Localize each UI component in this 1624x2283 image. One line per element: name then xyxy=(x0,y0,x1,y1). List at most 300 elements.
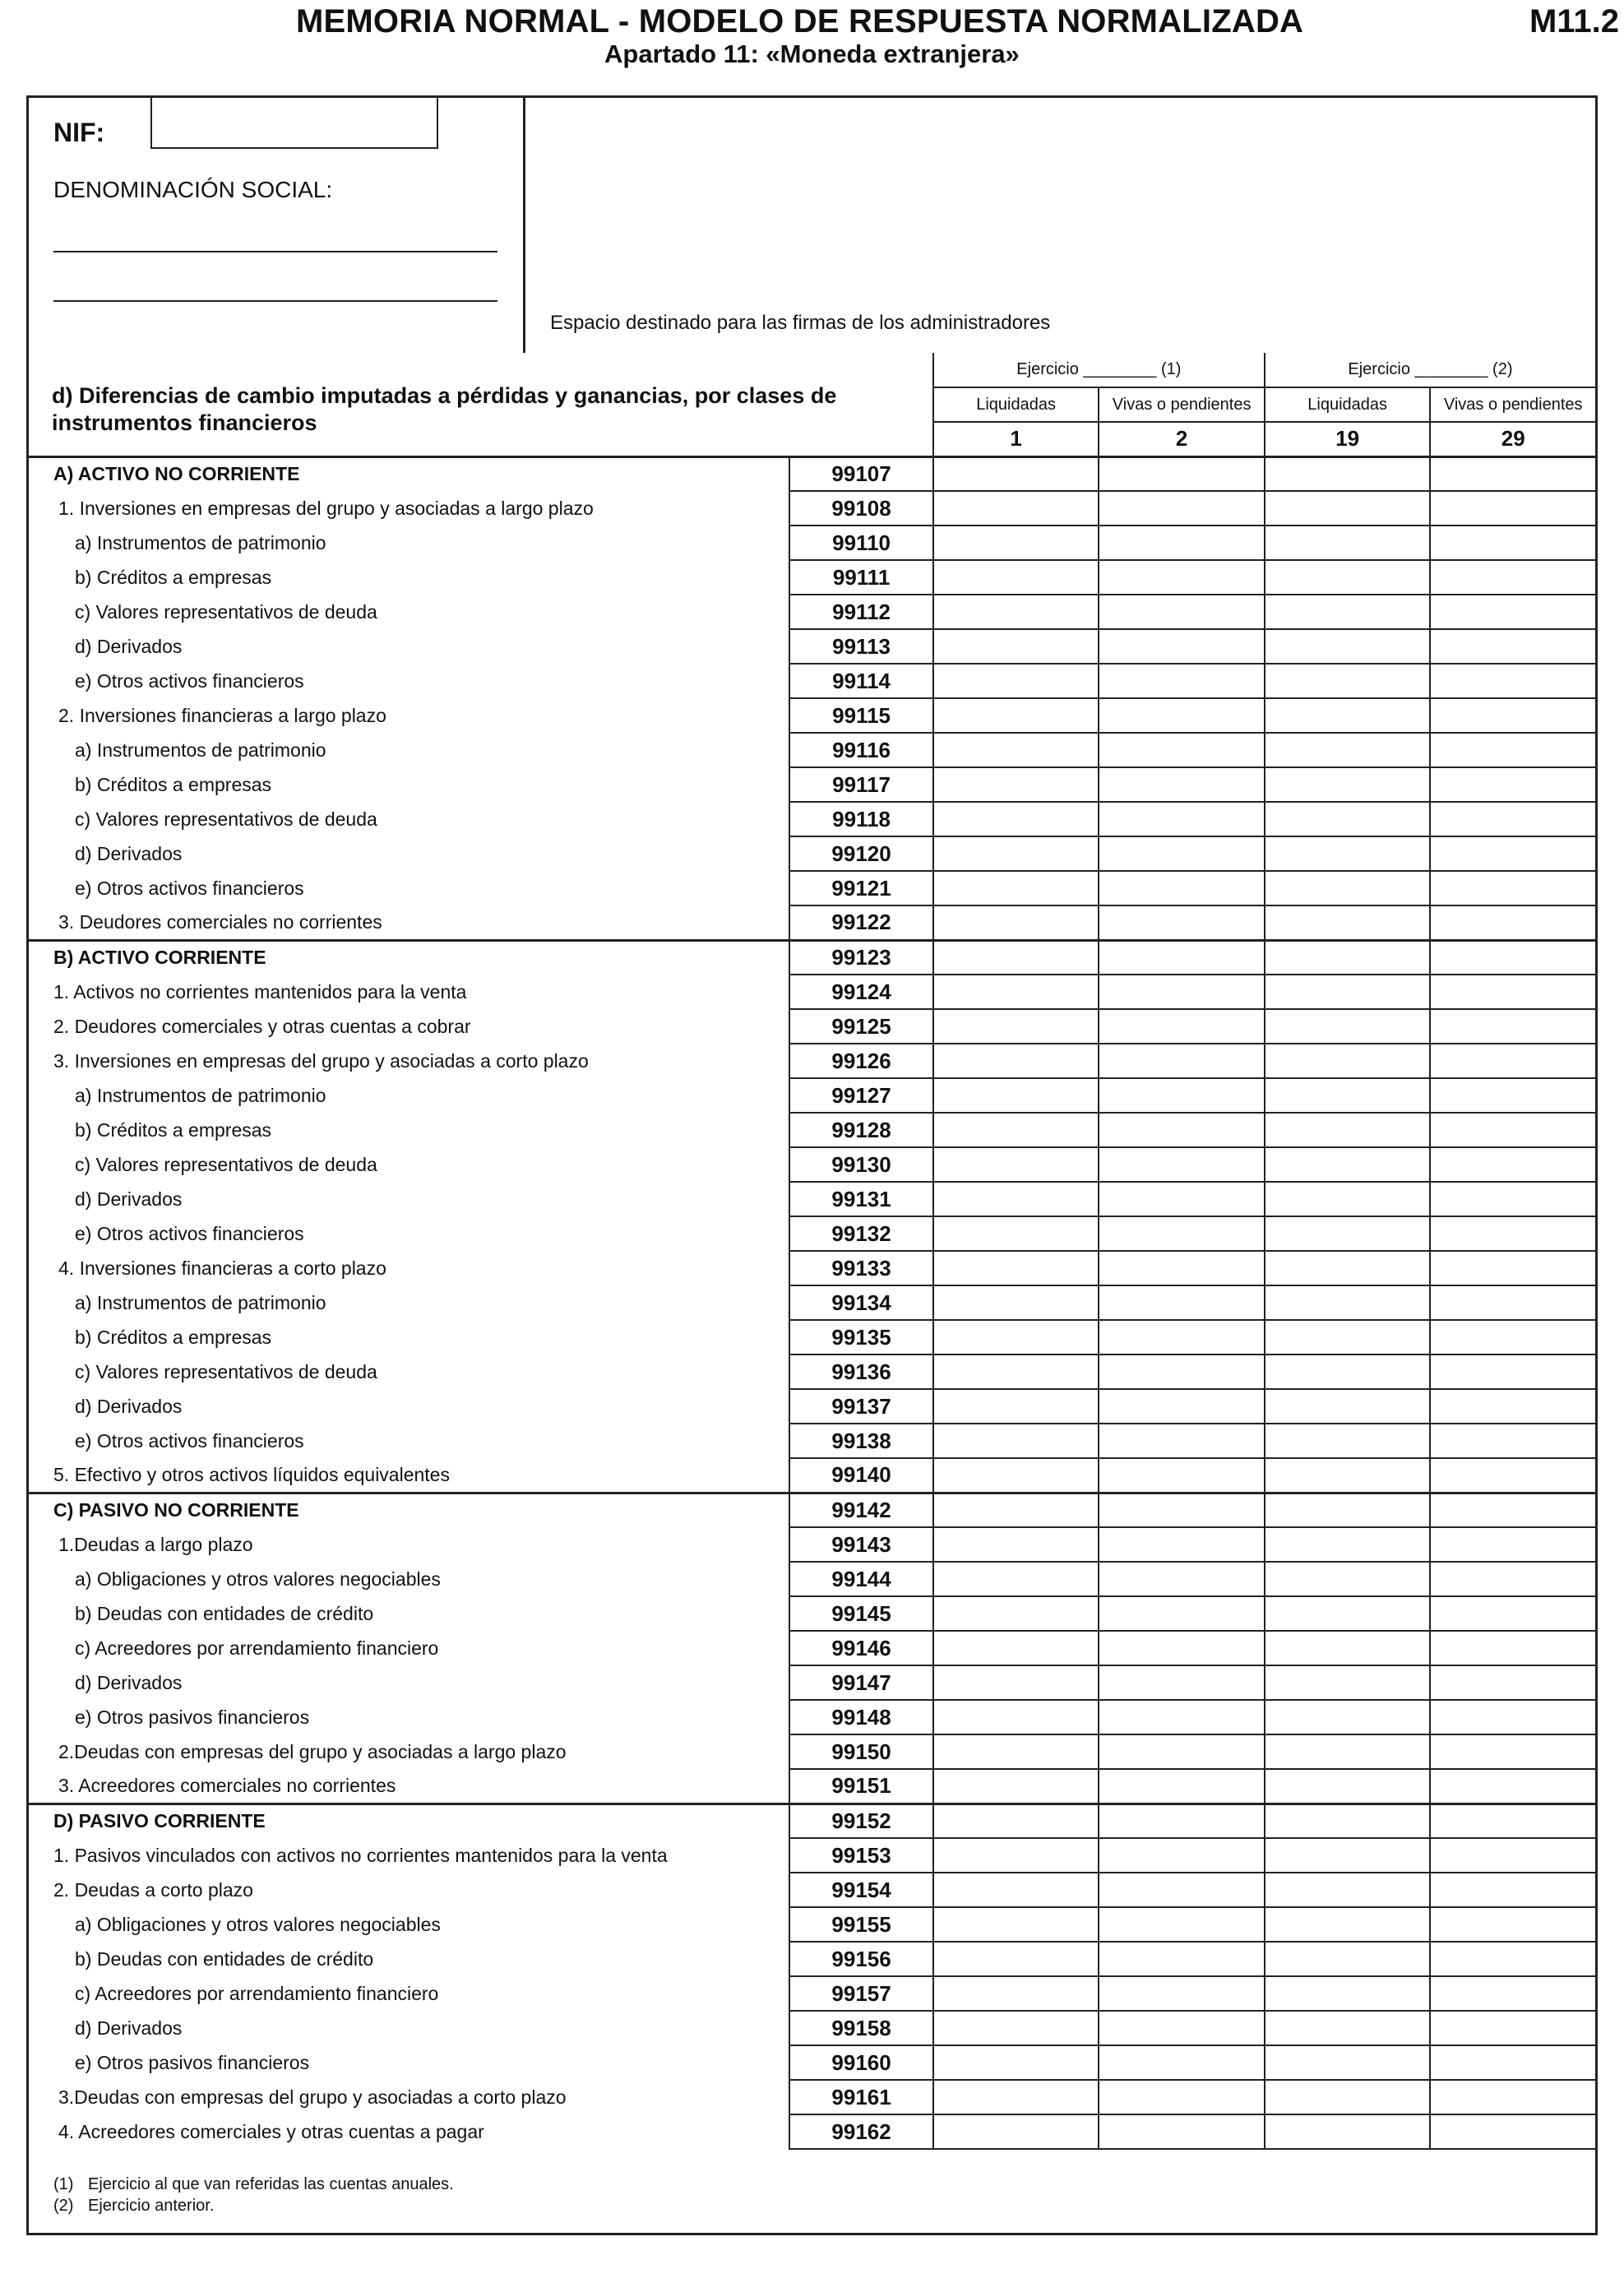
footnote-2: (2) Ejercicio anterior. xyxy=(53,2197,215,2215)
col-number-2: 2 xyxy=(1099,422,1265,456)
value-cell-col-1[interactable] xyxy=(933,560,1099,595)
value-cell-col-1[interactable] xyxy=(933,1424,1099,1458)
value-cell-col-2[interactable] xyxy=(1099,1044,1265,1078)
value-cell-col-29[interactable] xyxy=(1430,940,1595,975)
value-cell-col-2[interactable] xyxy=(1099,1665,1265,1700)
value-cell-col-19[interactable] xyxy=(1265,1182,1431,1216)
row-label: c) Valores representativos de deuda xyxy=(75,1360,377,1382)
value-cell-col-2[interactable] xyxy=(1099,491,1265,526)
value-cell-col-1[interactable] xyxy=(933,2080,1099,2114)
table-row xyxy=(29,2114,1595,2149)
value-cell-col-29[interactable] xyxy=(1430,1873,1595,1907)
value-cell-col-19[interactable] xyxy=(1265,1493,1431,1527)
value-cell-col-2[interactable] xyxy=(1099,836,1265,871)
row-label: D) PASIVO CORRIENTE xyxy=(29,1804,789,1838)
table-row xyxy=(29,1424,1595,1458)
value-cell-col-19[interactable] xyxy=(1265,456,1431,491)
value-cell-col-29[interactable] xyxy=(1430,1078,1595,1113)
col-header-vivas-1: Vivas o pendientes xyxy=(1099,387,1265,422)
value-cell-col-29[interactable] xyxy=(1430,1562,1595,1596)
row-label: c) Valores representativos de deuda xyxy=(75,808,377,830)
value-cell-col-1[interactable] xyxy=(933,2114,1099,2149)
table-row xyxy=(29,560,1595,595)
value-cell-col-29[interactable] xyxy=(1430,1769,1595,1804)
value-cell-col-2[interactable] xyxy=(1099,1009,1265,1044)
row-code: 99125 xyxy=(789,1009,933,1044)
value-cell-col-2[interactable] xyxy=(1099,1873,1265,1907)
value-cell-col-19[interactable] xyxy=(1265,1251,1431,1285)
value-cell-col-1[interactable] xyxy=(933,1769,1099,1804)
value-cell-col-29[interactable] xyxy=(1430,664,1595,698)
value-cell-col-2[interactable] xyxy=(1099,698,1265,733)
row-code: 99136 xyxy=(789,1355,933,1389)
value-cell-col-2[interactable] xyxy=(1099,595,1265,629)
value-cell-col-1[interactable] xyxy=(933,1285,1099,1320)
value-cell-col-29[interactable] xyxy=(1430,975,1595,1009)
value-cell-col-19[interactable] xyxy=(1265,733,1431,767)
value-cell-col-2[interactable] xyxy=(1099,1320,1265,1355)
value-cell-col-1[interactable] xyxy=(933,1596,1099,1631)
value-cell-col-1[interactable] xyxy=(933,940,1099,975)
value-cell-col-19[interactable] xyxy=(1265,1078,1431,1113)
value-cell-col-19[interactable] xyxy=(1265,698,1431,733)
row-code: 99151 xyxy=(789,1769,933,1804)
value-cell-col-2[interactable] xyxy=(1099,1285,1265,1320)
table-row xyxy=(29,1527,1595,1562)
row-code: 99124 xyxy=(789,975,933,1009)
table-row xyxy=(29,1907,1595,1942)
value-cell-col-29[interactable] xyxy=(1430,1527,1595,1562)
value-cell-col-19[interactable] xyxy=(1265,664,1431,698)
value-cell-col-29[interactable] xyxy=(1430,871,1595,905)
row-label: a) Obligaciones y otros valores negociables xyxy=(75,1913,441,1935)
col-number-29: 29 xyxy=(1430,422,1595,456)
footnote-1: (1) Ejercicio al que van referidas las cuentas anuales. xyxy=(53,2175,454,2193)
value-cell-col-19[interactable] xyxy=(1265,1942,1431,1976)
value-cell-col-1[interactable] xyxy=(933,1942,1099,1976)
row-code: 99160 xyxy=(789,2045,933,2080)
row-code: 99162 xyxy=(789,2114,933,2149)
value-cell-col-19[interactable] xyxy=(1265,560,1431,595)
row-code: 99118 xyxy=(789,802,933,836)
value-cell-col-29[interactable] xyxy=(1430,1976,1595,2011)
form-code: M11.2 xyxy=(1529,3,1619,39)
value-cell-col-19[interactable] xyxy=(1265,1009,1431,1044)
row-label: 4. Inversiones financieras a corto plazo xyxy=(58,1257,386,1279)
value-cell-col-29[interactable] xyxy=(1430,1147,1595,1182)
table-row xyxy=(29,1493,1595,1527)
row-code: 99108 xyxy=(789,491,933,526)
value-cell-col-29[interactable] xyxy=(1430,1355,1595,1389)
denominacion-input-line-1[interactable] xyxy=(53,251,497,252)
value-cell-col-19[interactable] xyxy=(1265,1285,1431,1320)
value-cell-col-19[interactable] xyxy=(1265,491,1431,526)
row-label: c) Valores representativos de deuda xyxy=(75,600,377,623)
table-row xyxy=(29,629,1595,664)
value-cell-col-2[interactable] xyxy=(1099,1078,1265,1113)
value-cell-col-2[interactable] xyxy=(1099,1942,1265,1976)
row-label: b) Créditos a empresas xyxy=(75,566,272,588)
value-cell-col-29[interactable] xyxy=(1430,1804,1595,1838)
row-code: 99131 xyxy=(789,1182,933,1216)
value-cell-col-19[interactable] xyxy=(1265,1113,1431,1147)
value-cell-col-1[interactable] xyxy=(933,871,1099,905)
row-code: 99146 xyxy=(789,1631,933,1665)
value-cell-col-29[interactable] xyxy=(1430,2045,1595,2080)
value-cell-col-29[interactable] xyxy=(1430,1942,1595,1976)
value-cell-col-29[interactable] xyxy=(1430,1009,1595,1044)
col-header-vivas-2: Vivas o pendientes xyxy=(1430,387,1595,422)
value-cell-col-1[interactable] xyxy=(933,836,1099,871)
value-cell-col-29[interactable] xyxy=(1430,1700,1595,1734)
row-label: 2. Deudas a corto plazo xyxy=(53,1878,253,1901)
value-cell-col-19[interactable] xyxy=(1265,629,1431,664)
row-code: 99114 xyxy=(789,664,933,698)
value-cell-col-29[interactable] xyxy=(1430,1285,1595,1320)
value-cell-col-29[interactable] xyxy=(1430,491,1595,526)
table-row xyxy=(29,1734,1595,1769)
value-cell-col-29[interactable] xyxy=(1430,2080,1595,2114)
value-cell-col-19[interactable] xyxy=(1265,802,1431,836)
table-row xyxy=(29,767,1595,802)
value-cell-col-29[interactable] xyxy=(1430,1113,1595,1147)
value-cell-col-1[interactable] xyxy=(933,1562,1099,1596)
value-cell-col-29[interactable] xyxy=(1430,1216,1595,1251)
value-cell-col-19[interactable] xyxy=(1265,871,1431,905)
value-cell-col-1[interactable] xyxy=(933,733,1099,767)
value-cell-col-1[interactable] xyxy=(933,664,1099,698)
table-row xyxy=(29,1147,1595,1182)
value-cell-col-2[interactable] xyxy=(1099,871,1265,905)
value-cell-col-2[interactable] xyxy=(1099,905,1265,940)
value-cell-col-19[interactable] xyxy=(1265,1355,1431,1389)
value-cell-col-1[interactable] xyxy=(933,767,1099,802)
value-cell-col-19[interactable] xyxy=(1265,2080,1431,2114)
value-cell-col-2[interactable] xyxy=(1099,975,1265,1009)
value-cell-col-2[interactable] xyxy=(1099,526,1265,560)
value-cell-col-19[interactable] xyxy=(1265,1458,1431,1493)
value-cell-col-19[interactable] xyxy=(1265,1631,1431,1665)
value-cell-col-19[interactable] xyxy=(1265,1562,1431,1596)
row-label: a) Instrumentos de patrimonio xyxy=(75,1291,326,1313)
row-code: 99121 xyxy=(789,871,933,905)
row-code: 99154 xyxy=(789,1873,933,1907)
row-code: 99112 xyxy=(789,595,933,629)
value-cell-col-19[interactable] xyxy=(1265,1804,1431,1838)
value-cell-col-2[interactable] xyxy=(1099,2045,1265,2080)
value-cell-col-19[interactable] xyxy=(1265,1424,1431,1458)
row-code: 99128 xyxy=(789,1113,933,1147)
value-cell-col-29[interactable] xyxy=(1430,905,1595,940)
table-row xyxy=(29,940,1595,975)
value-cell-col-1[interactable] xyxy=(933,1458,1099,1493)
value-cell-col-19[interactable] xyxy=(1265,940,1431,975)
value-cell-col-19[interactable] xyxy=(1265,1320,1431,1355)
value-cell-col-1[interactable] xyxy=(933,1631,1099,1665)
value-cell-col-1[interactable] xyxy=(933,1078,1099,1113)
row-code: 99143 xyxy=(789,1527,933,1562)
table-row xyxy=(29,2011,1595,2045)
value-cell-col-2[interactable] xyxy=(1099,1458,1265,1493)
value-cell-col-1[interactable] xyxy=(933,1251,1099,1285)
value-cell-col-1[interactable] xyxy=(933,629,1099,664)
table-row xyxy=(29,526,1595,560)
value-cell-col-2[interactable] xyxy=(1099,1147,1265,1182)
value-cell-col-29[interactable] xyxy=(1430,1044,1595,1078)
value-cell-col-19[interactable] xyxy=(1265,1907,1431,1942)
value-cell-col-1[interactable] xyxy=(933,1009,1099,1044)
value-cell-col-29[interactable] xyxy=(1430,1838,1595,1873)
value-cell-col-1[interactable] xyxy=(933,802,1099,836)
value-cell-col-29[interactable] xyxy=(1430,629,1595,664)
value-cell-col-29[interactable] xyxy=(1430,1631,1595,1665)
row-label: a) Instrumentos de patrimonio xyxy=(75,739,326,761)
value-cell-col-2[interactable] xyxy=(1099,456,1265,491)
table-row xyxy=(29,1182,1595,1216)
row-label: e) Otros pasivos financieros xyxy=(75,1706,310,1728)
value-cell-col-1[interactable] xyxy=(933,975,1099,1009)
row-code: 99142 xyxy=(789,1493,933,1527)
value-cell-col-1[interactable] xyxy=(933,1147,1099,1182)
row-code: 99157 xyxy=(789,1976,933,2011)
value-cell-col-2[interactable] xyxy=(1099,1907,1265,1942)
row-label: d) Derivados xyxy=(75,2017,183,2039)
value-cell-col-2[interactable] xyxy=(1099,802,1265,836)
value-cell-col-19[interactable] xyxy=(1265,1216,1431,1251)
value-cell-col-2[interactable] xyxy=(1099,629,1265,664)
value-cell-col-2[interactable] xyxy=(1099,733,1265,767)
value-cell-col-29[interactable] xyxy=(1430,1251,1595,1285)
value-cell-col-2[interactable] xyxy=(1099,1562,1265,1596)
row-label: 1.Deudas a largo plazo xyxy=(58,1533,253,1555)
row-code: 99126 xyxy=(789,1044,933,1078)
value-cell-col-29[interactable] xyxy=(1430,802,1595,836)
table-row xyxy=(29,664,1595,698)
value-cell-col-19[interactable] xyxy=(1265,1044,1431,1078)
value-cell-col-2[interactable] xyxy=(1099,767,1265,802)
row-code: 99116 xyxy=(789,733,933,767)
row-code: 99117 xyxy=(789,767,933,802)
value-cell-col-19[interactable] xyxy=(1265,1527,1431,1562)
value-cell-col-1[interactable] xyxy=(933,456,1099,491)
col-number-1: 1 xyxy=(933,422,1099,456)
value-cell-col-19[interactable] xyxy=(1265,905,1431,940)
col-number-19: 19 xyxy=(1265,422,1431,456)
value-cell-col-29[interactable] xyxy=(1430,456,1595,491)
value-cell-col-29[interactable] xyxy=(1430,1182,1595,1216)
value-cell-col-19[interactable] xyxy=(1265,2011,1431,2045)
value-cell-col-2[interactable] xyxy=(1099,1113,1265,1147)
value-cell-col-2[interactable] xyxy=(1099,1251,1265,1285)
value-cell-col-1[interactable] xyxy=(933,1700,1099,1734)
value-cell-col-19[interactable] xyxy=(1265,1976,1431,2011)
row-label: e) Otros activos financieros xyxy=(75,669,304,692)
table-row xyxy=(29,1562,1595,1596)
col-header-liquidadas-1: Liquidadas xyxy=(933,387,1099,422)
value-cell-col-29[interactable] xyxy=(1430,526,1595,560)
value-cell-col-1[interactable] xyxy=(933,1907,1099,1942)
row-label: d) Derivados xyxy=(75,842,183,864)
row-label: d) Derivados xyxy=(75,635,183,657)
row-label: 3. Deudores comerciales no corrientes xyxy=(58,910,382,933)
value-cell-col-29[interactable] xyxy=(1430,767,1595,802)
value-cell-col-19[interactable] xyxy=(1265,2045,1431,2080)
value-cell-col-29[interactable] xyxy=(1430,1734,1595,1769)
value-cell-col-2[interactable] xyxy=(1099,2114,1265,2149)
row-code: 99148 xyxy=(789,1700,933,1734)
row-label: 4. Acreedores comerciales y otras cuentas a pagar xyxy=(58,2120,484,2142)
row-code: 99134 xyxy=(789,1285,933,1320)
row-code: 99113 xyxy=(789,629,933,664)
value-cell-col-29[interactable] xyxy=(1430,2114,1595,2149)
form-title: MEMORIA NORMAL - MODELO DE RESPUESTA NORMALIZADA xyxy=(296,3,1304,39)
value-cell-col-2[interactable] xyxy=(1099,1700,1265,1734)
value-cell-col-1[interactable] xyxy=(933,2011,1099,2045)
value-cell-col-1[interactable] xyxy=(933,1527,1099,1562)
value-cell-col-19[interactable] xyxy=(1265,1873,1431,1907)
denominacion-label: DENOMINACIÓN SOCIAL: xyxy=(53,177,333,202)
value-cell-col-2[interactable] xyxy=(1099,1804,1265,1838)
table-row xyxy=(29,871,1595,905)
value-cell-col-1[interactable] xyxy=(933,1389,1099,1424)
value-cell-col-1[interactable] xyxy=(933,595,1099,629)
table-row xyxy=(29,1320,1595,1355)
value-cell-col-19[interactable] xyxy=(1265,1734,1431,1769)
value-cell-col-29[interactable] xyxy=(1430,1596,1595,1631)
value-cell-col-1[interactable] xyxy=(933,526,1099,560)
row-label: c) Acreedores por arrendamiento financiero xyxy=(75,1982,439,2004)
value-cell-col-19[interactable] xyxy=(1265,1389,1431,1424)
value-cell-col-29[interactable] xyxy=(1430,1424,1595,1458)
value-cell-col-2[interactable] xyxy=(1099,2080,1265,2114)
value-cell-col-19[interactable] xyxy=(1265,836,1431,871)
signature-box[interactable] xyxy=(525,98,1595,353)
table-row xyxy=(29,1942,1595,1976)
value-cell-col-2[interactable] xyxy=(1099,940,1265,975)
value-cell-col-1[interactable] xyxy=(933,1734,1099,1769)
value-cell-col-19[interactable] xyxy=(1265,1700,1431,1734)
table-row xyxy=(29,2080,1595,2114)
value-cell-col-2[interactable] xyxy=(1099,664,1265,698)
value-cell-col-1[interactable] xyxy=(933,1113,1099,1147)
value-cell-col-2[interactable] xyxy=(1099,1596,1265,1631)
table-row xyxy=(29,905,1595,940)
value-cell-col-2[interactable] xyxy=(1099,1769,1265,1804)
value-cell-col-19[interactable] xyxy=(1265,2114,1431,2149)
row-label: b) Deudas con entidades de crédito xyxy=(75,1602,374,1624)
value-cell-col-1[interactable] xyxy=(933,1838,1099,1873)
row-label: 1. Pasivos vinculados con activos no corrientes mantenidos para la venta xyxy=(53,1844,668,1866)
table-row xyxy=(29,1873,1595,1907)
value-cell-col-1[interactable] xyxy=(933,1873,1099,1907)
value-cell-col-2[interactable] xyxy=(1099,1355,1265,1389)
value-cell-col-2[interactable] xyxy=(1099,1424,1265,1458)
nif-input[interactable] xyxy=(150,98,438,149)
value-cell-col-1[interactable] xyxy=(933,1493,1099,1527)
value-cell-col-29[interactable] xyxy=(1430,560,1595,595)
value-cell-col-2[interactable] xyxy=(1099,1389,1265,1424)
value-cell-col-29[interactable] xyxy=(1430,1907,1595,1942)
value-cell-col-1[interactable] xyxy=(933,1320,1099,1355)
value-cell-col-29[interactable] xyxy=(1430,698,1595,733)
row-label: e) Otros activos financieros xyxy=(75,1222,304,1244)
value-cell-col-19[interactable] xyxy=(1265,1596,1431,1631)
value-cell-col-1[interactable] xyxy=(933,1665,1099,1700)
signature-label: Espacio destinado para las firmas de los administradores xyxy=(550,312,1051,334)
value-cell-col-1[interactable] xyxy=(933,905,1099,940)
value-cell-col-2[interactable] xyxy=(1099,1976,1265,2011)
value-cell-col-2[interactable] xyxy=(1099,2011,1265,2045)
value-cell-col-1[interactable] xyxy=(933,1976,1099,2011)
table-row xyxy=(29,456,1595,491)
denominacion-input-line-2[interactable] xyxy=(53,300,497,302)
row-label: e) Otros activos financieros xyxy=(75,877,304,899)
row-label: 3.Deudas con empresas del grupo y asociadas a corto plazo xyxy=(58,2086,567,2108)
row-code: 99153 xyxy=(789,1838,933,1873)
value-cell-col-29[interactable] xyxy=(1430,595,1595,629)
row-label: b) Créditos a empresas xyxy=(75,1118,272,1141)
value-cell-col-29[interactable] xyxy=(1430,1320,1595,1355)
value-cell-col-19[interactable] xyxy=(1265,1838,1431,1873)
value-cell-col-19[interactable] xyxy=(1265,526,1431,560)
value-cell-col-19[interactable] xyxy=(1265,767,1431,802)
value-cell-col-19[interactable] xyxy=(1265,1665,1431,1700)
value-cell-col-2[interactable] xyxy=(1099,1527,1265,1562)
row-code: 99155 xyxy=(789,1907,933,1942)
form-subtitle: Apartado 11: «Moneda extranjera» xyxy=(604,39,1020,68)
table-row xyxy=(29,491,1595,526)
table-row xyxy=(29,1355,1595,1389)
value-cell-col-29[interactable] xyxy=(1430,1493,1595,1527)
table-row xyxy=(29,1044,1595,1078)
value-cell-col-29[interactable] xyxy=(1430,733,1595,767)
value-cell-col-1[interactable] xyxy=(933,1216,1099,1251)
value-cell-col-1[interactable] xyxy=(933,1182,1099,1216)
value-cell-col-1[interactable] xyxy=(933,491,1099,526)
value-cell-col-2[interactable] xyxy=(1099,1216,1265,1251)
value-cell-col-2[interactable] xyxy=(1099,560,1265,595)
value-cell-col-2[interactable] xyxy=(1099,1631,1265,1665)
value-cell-col-29[interactable] xyxy=(1430,1389,1595,1424)
value-cell-col-19[interactable] xyxy=(1265,1769,1431,1804)
table-row xyxy=(29,975,1595,1009)
row-code: 99138 xyxy=(789,1424,933,1458)
value-cell-col-1[interactable] xyxy=(933,1044,1099,1078)
value-cell-col-1[interactable] xyxy=(933,1804,1099,1838)
row-label: d) Derivados xyxy=(75,1671,183,1693)
row-label: 1. Inversiones en empresas del grupo y asociadas a largo plazo xyxy=(58,497,594,519)
value-cell-col-29[interactable] xyxy=(1430,1665,1595,1700)
table-row xyxy=(29,802,1595,836)
value-cell-col-29[interactable] xyxy=(1430,1458,1595,1493)
value-cell-col-2[interactable] xyxy=(1099,1734,1265,1769)
table-row xyxy=(29,1838,1595,1873)
value-cell-col-19[interactable] xyxy=(1265,595,1431,629)
table-row xyxy=(29,1596,1595,1631)
value-cell-col-2[interactable] xyxy=(1099,1838,1265,1873)
value-cell-col-19[interactable] xyxy=(1265,975,1431,1009)
value-cell-col-1[interactable] xyxy=(933,1355,1099,1389)
row-code: 99130 xyxy=(789,1147,933,1182)
value-cell-col-29[interactable] xyxy=(1430,2011,1595,2045)
value-cell-col-1[interactable] xyxy=(933,2045,1099,2080)
value-cell-col-2[interactable] xyxy=(1099,1182,1265,1216)
value-cell-col-29[interactable] xyxy=(1430,836,1595,871)
value-cell-col-2[interactable] xyxy=(1099,1493,1265,1527)
value-cell-col-1[interactable] xyxy=(933,698,1099,733)
value-cell-col-19[interactable] xyxy=(1265,1147,1431,1182)
table-row xyxy=(29,733,1595,767)
